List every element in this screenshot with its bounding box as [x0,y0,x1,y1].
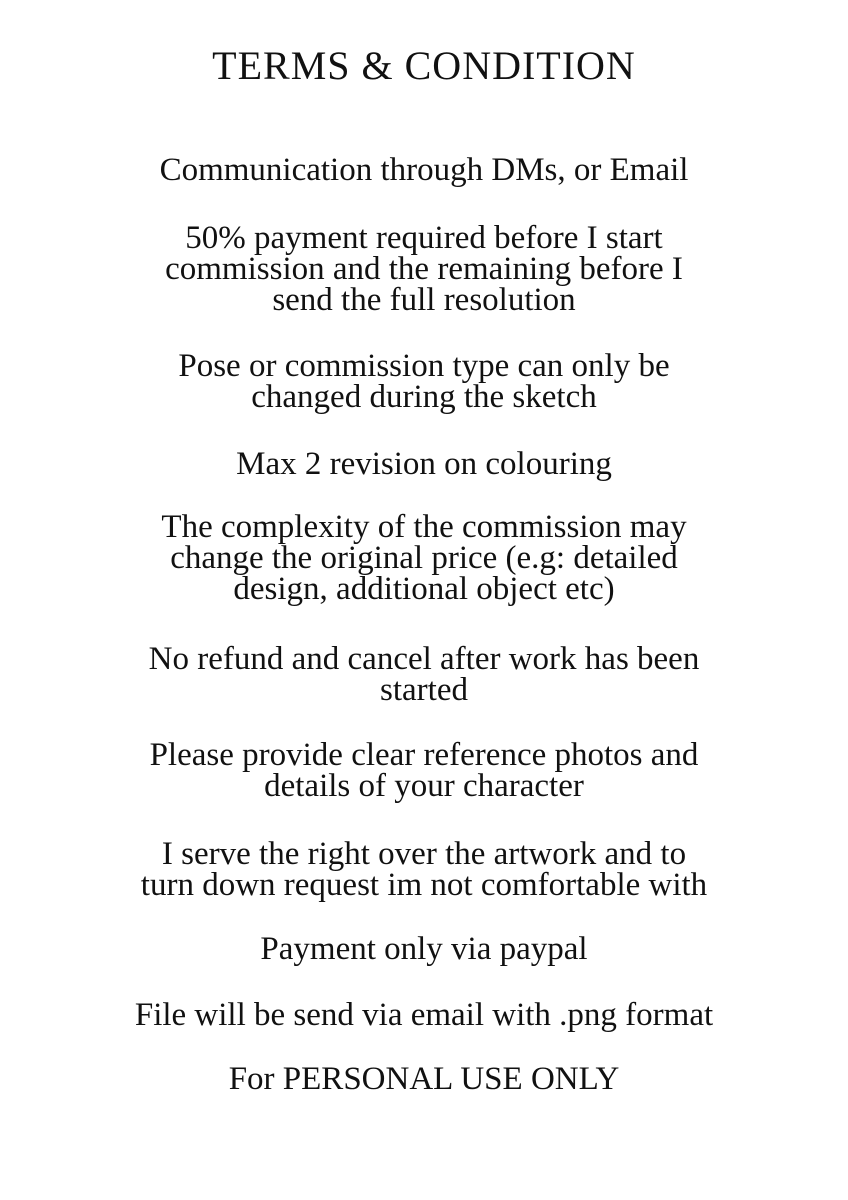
term-line: change the original price (e.g: detailed [170,540,678,576]
term-line: details of your character [264,768,584,804]
term-line: File will be send via email with .png format [134,997,714,1033]
term-line: Payment only via paypal [260,931,588,967]
term-revisions [0,446,848,482]
page-title: TERMS & CONDITION [212,43,636,88]
term-line: No refund and cancel after work has been [148,641,700,677]
term-pose-changes [0,348,848,415]
term-payment-schedule [0,220,848,318]
term-line: I serve the right over the artwork and to [161,836,687,872]
term-line: changed during the sketch [251,379,597,415]
term-line: design, additional object etc) [233,571,615,607]
term-line: Pose or commission type can only be [178,348,670,384]
term-line: Max 2 revision on colouring [236,446,612,482]
term-line: started [380,672,468,708]
term-line: send the full resolution [272,282,576,318]
term-reference-photos [0,737,848,804]
term-line: turn down request im not comfortable with [140,867,708,903]
term-artwork-rights [0,836,848,903]
term-line: Please provide clear reference photos and [149,737,699,773]
term-payment-method [0,931,848,967]
term-file-delivery [0,997,848,1033]
term-communication [0,152,848,188]
term-line: commission and the remaining before I [165,251,683,287]
term-complexity-price [0,509,848,607]
term-personal-use [0,1061,848,1097]
term-line: The complexity of the commission may [161,509,687,545]
term-refund-policy [0,641,848,708]
term-line: For PERSONAL USE ONLY [228,1061,620,1097]
term-line: 50% payment required before I start [185,220,663,256]
term-line: Communication through DMs, or Email [159,152,689,188]
